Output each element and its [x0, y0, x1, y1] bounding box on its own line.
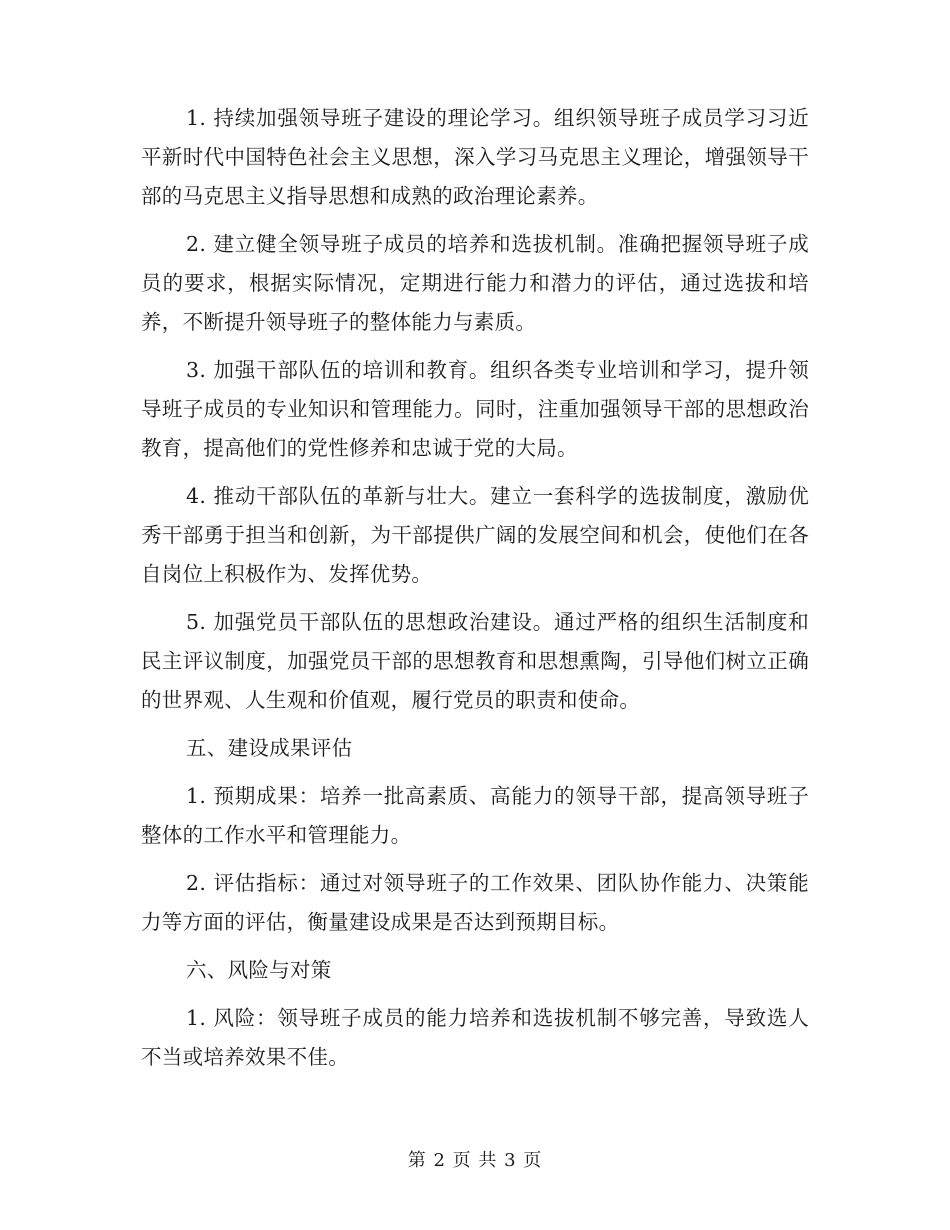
paragraph: 4. 推动干部队伍的革新与壮大。建立一套科学的选拔制度，激励优秀干部勇于担当和创新，为干部提供广阔的发展空间和机会，使他们在各自岗位上积极作为、发挥优势。 — [141, 484, 809, 586]
section-heading: 五、建设成果评估 — [186, 736, 353, 760]
page-number-footer: 第 2 页 共 3 页 — [407, 1150, 543, 1171]
paragraph: 5. 加强党员干部队伍的思想政治建设。通过严格的组织生活制度和民主评议制度，加强党员干部的思想教育和思想熏陶，引导他们树立正确的世界观、人生观和价值观，履行党员的职责和使命。 — [141, 610, 809, 712]
paragraph: 3. 加强干部队伍的培训和教育。组织各类专业培训和学习，提升领导班子成员的专业知识和管理能力。同时，注重加强领导干部的思想政治教育，提高他们的党性修养和忠诚于党的大局。 — [141, 358, 809, 460]
paragraph: 2. 建立健全领导班子成员的培养和选拔机制。准确把握领导班子成员的要求，根据实际情况，定期进行能力和潜力的评估，通过选拔和培养，不断提升领导班子的整体能力与素质。 — [141, 232, 809, 334]
paragraph: 1. 预期成果：培养一批高素质、高能力的领导干部，提高领导班子整体的工作水平和管理能力。 — [141, 784, 809, 847]
section-heading: 六、风险与对策 — [186, 958, 332, 982]
document-body — [141, 99, 809, 1086]
paragraph: 1. 风险：领导班子成员的能力培养和选拔机制不够完善，导致选人不当或培养效果不佳。 — [141, 1006, 809, 1069]
paragraph: 2. 评估指标：通过对领导班子的工作效果、团队协作能力、决策能力等方面的评估，衡量建设成果是否达到预期目标。 — [141, 871, 809, 934]
paragraph: 1. 持续加强领导班子建设的理论学习。组织领导班子成员学习习近平新时代中国特色社会主义思想，深入学习马克思主义理论，增强领导干部的马克思主义指导思想和成熟的政治理论素养。 — [141, 106, 809, 208]
